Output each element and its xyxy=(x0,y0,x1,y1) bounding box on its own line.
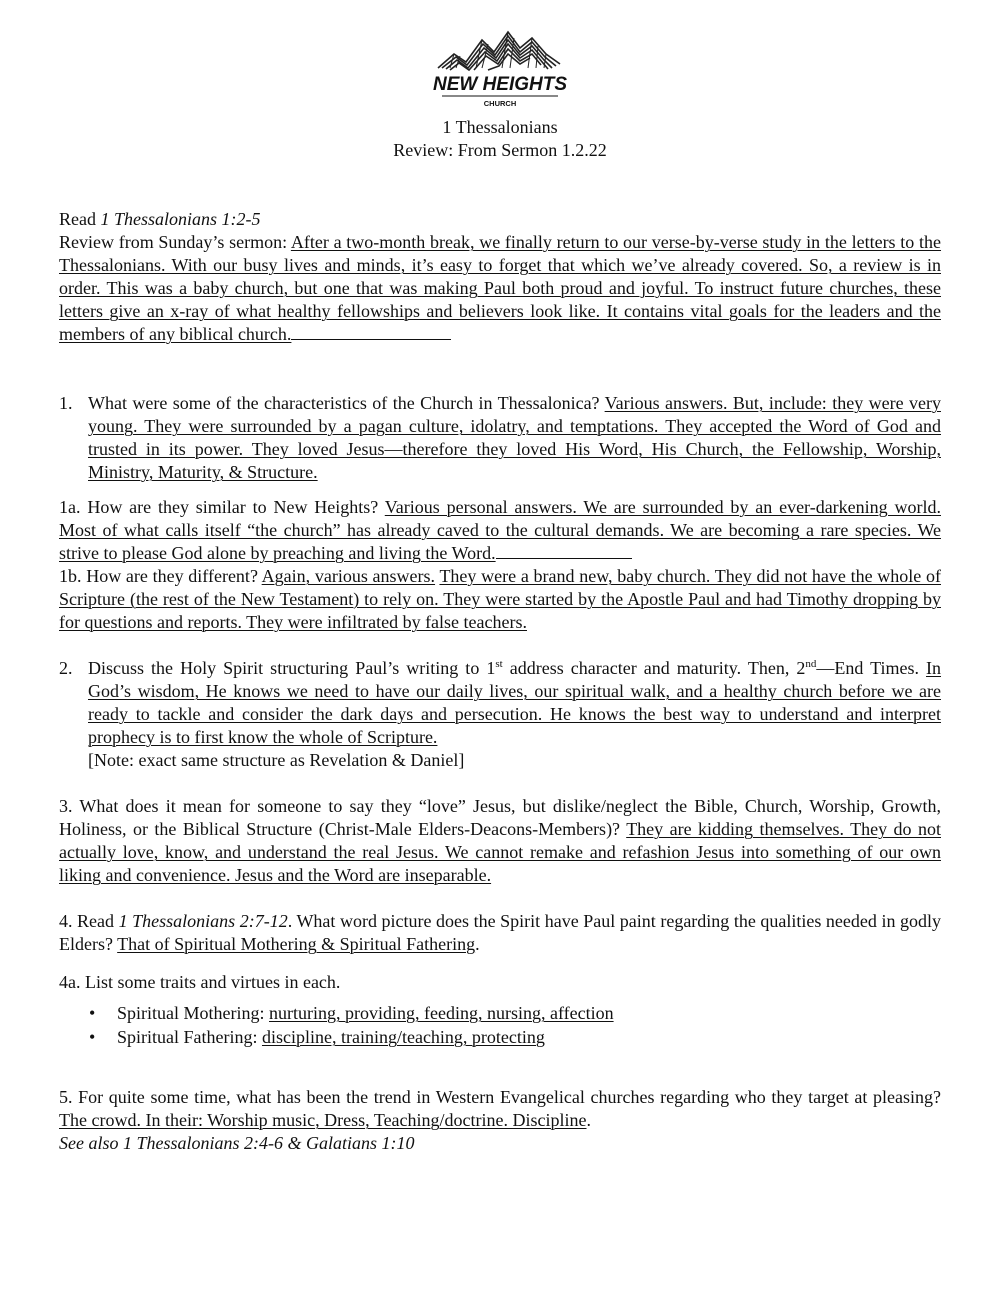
answer-text: Various answers. But, include: they were very young. They were surrounded by a pagan culture, idolatry, and temptations. They accepted the Word of God and trusted in its power. They loved Jesus—therefore they loved His Word, His Church, the Fellowship, Worship, Ministry, Maturity, & Structure. xyxy=(88,393,941,482)
question-text: What were some of the characteristics of the Church in Thessalonica? xyxy=(88,393,605,413)
answer-text: discipline, training/teaching, protecting xyxy=(261,1027,545,1047)
answer-blank-line xyxy=(496,557,632,559)
list-item xyxy=(117,1026,941,1049)
question-text: address character and maturity. Then, 2 xyxy=(502,658,806,678)
read-prefix: 4. Read xyxy=(59,911,119,931)
question-3 xyxy=(59,795,941,887)
read-prefix: Read xyxy=(59,209,101,229)
document-header xyxy=(0,116,1000,162)
question-text: 1b. How are they different? xyxy=(59,566,262,586)
question-1b xyxy=(59,565,941,634)
punctuation: . xyxy=(475,934,480,954)
mountain-logo-icon xyxy=(420,24,580,110)
answer-text: nurturing, providing, feeding, nursing, affection xyxy=(269,1003,614,1023)
ordinal-suffix: nd xyxy=(805,658,817,670)
question-4a xyxy=(59,971,941,1049)
answer-text: They were a brand new, baby church. They did not have the whole of Scripture (the rest of the New Testament) to rely on. They were started by the Apostle Paul and had Timothy dropping by for questions and reports. They were infiltrated by false teachers. xyxy=(59,566,941,632)
ordinal-suffix: st xyxy=(495,658,503,670)
logo-name: NEW HEIGHTS xyxy=(432,74,568,95)
review-answer: After a two-month break, we finally return to our verse-by-verse study in the letters to the Thessalonians. With our busy lives and minds, it’s easy to forget that which we’ve already covered. So, a review is in order. This was a baby church, but one that was making Paul both proud and joyful. To instruct future churches, these letters give an x-ray of what healthy fellowships and believers look like. It contains vital goals for the leaders and the members of any biblical church. xyxy=(59,232,942,344)
document-body xyxy=(59,208,941,1155)
document-subtitle: Review: From Sermon 1.2.22 xyxy=(393,140,607,160)
review-label: Review from Sunday’s sermon: xyxy=(59,232,291,252)
trait-label: Spiritual Fathering: xyxy=(117,1027,262,1047)
read-reference: 1 Thessalonians 2:7-12 xyxy=(118,911,288,931)
answer-text: In God’s wisdom, He knows we need to have our daily lives, our spiritual walk, and a healthy church before we are ready to tackle and consider the dark days and persecution. He knows the best way to understand and interpret prophecy is to first know the whole of Scripture. xyxy=(88,658,941,747)
answer-text: Various personal answers. We are surrounded by an ever-darkening world. Most of what calls itself “the church” has already caved to the cultural demands. We are becoming a rare species. We strive to please God alone by preaching and living the Word. xyxy=(59,497,941,563)
question-text: Discuss the Holy Spirit structuring Paul’s writing to 1 xyxy=(88,658,496,678)
answer-text: They are kidding themselves. They do not actually love, know, and understand the real Jesus. We cannot remake and refashion Jesus into something of our own liking and convenience. Jesus and the Word are inseparable. xyxy=(59,819,941,885)
question-text: 5. For quite some time, what has been the trend in Western Evangelical churches regarding who they target at pleasing? xyxy=(59,1087,941,1107)
answer-text: The crowd. In their: Worship music, Dress, Teaching/doctrine. Discipline xyxy=(59,1110,587,1130)
document-title: 1 Thessalonians xyxy=(442,117,558,137)
question-text: 4a. List some traits and virtues in each. xyxy=(59,972,341,992)
question-number: 1. xyxy=(59,393,73,413)
question-text: 3. What does it mean for someone to say they “love” Jesus, but dislike/neglect the Bible, Church, Worship, Growth, Holiness, or the Biblical Structure (Christ-Male Elders-Deacons-Members)? xyxy=(59,796,941,839)
question-4 xyxy=(59,910,941,956)
question-text: 1a. How are they similar to New Heights? xyxy=(59,497,385,517)
traits-list xyxy=(59,1002,941,1049)
trait-label: Spiritual Mothering: xyxy=(117,1003,269,1023)
question-text: . What word picture does the Spirit have Paul paint regarding the qualities needed in godly Elders? xyxy=(59,911,942,954)
punctuation: . xyxy=(586,1110,592,1130)
question-1a xyxy=(59,496,941,565)
see-also-reference xyxy=(59,1132,941,1155)
read-reference: 1 Thessalonians 1:2-5 xyxy=(100,209,261,229)
note-text: [Note: exact same structure as Revelation & Daniel] xyxy=(88,750,465,770)
answer-text: Again, various answers. xyxy=(261,566,436,586)
sermon-review xyxy=(59,231,941,346)
logo-tagline: CHURCH xyxy=(483,99,517,108)
church-logo xyxy=(420,24,580,110)
question-5 xyxy=(59,1086,941,1132)
see-also-text: See also 1 Thessalonians 2:4-6 & Galatians 1:10 xyxy=(59,1133,415,1153)
answer-blank-line xyxy=(291,338,451,340)
read-instruction xyxy=(59,208,941,231)
question-1 xyxy=(59,392,941,484)
answer-text: That of Spiritual Mothering & Spiritual Fathering xyxy=(117,934,476,954)
question-text: —End Times. xyxy=(816,658,926,678)
question-number: 2. xyxy=(59,658,73,678)
list-item xyxy=(117,1002,941,1025)
question-2 xyxy=(59,657,941,772)
